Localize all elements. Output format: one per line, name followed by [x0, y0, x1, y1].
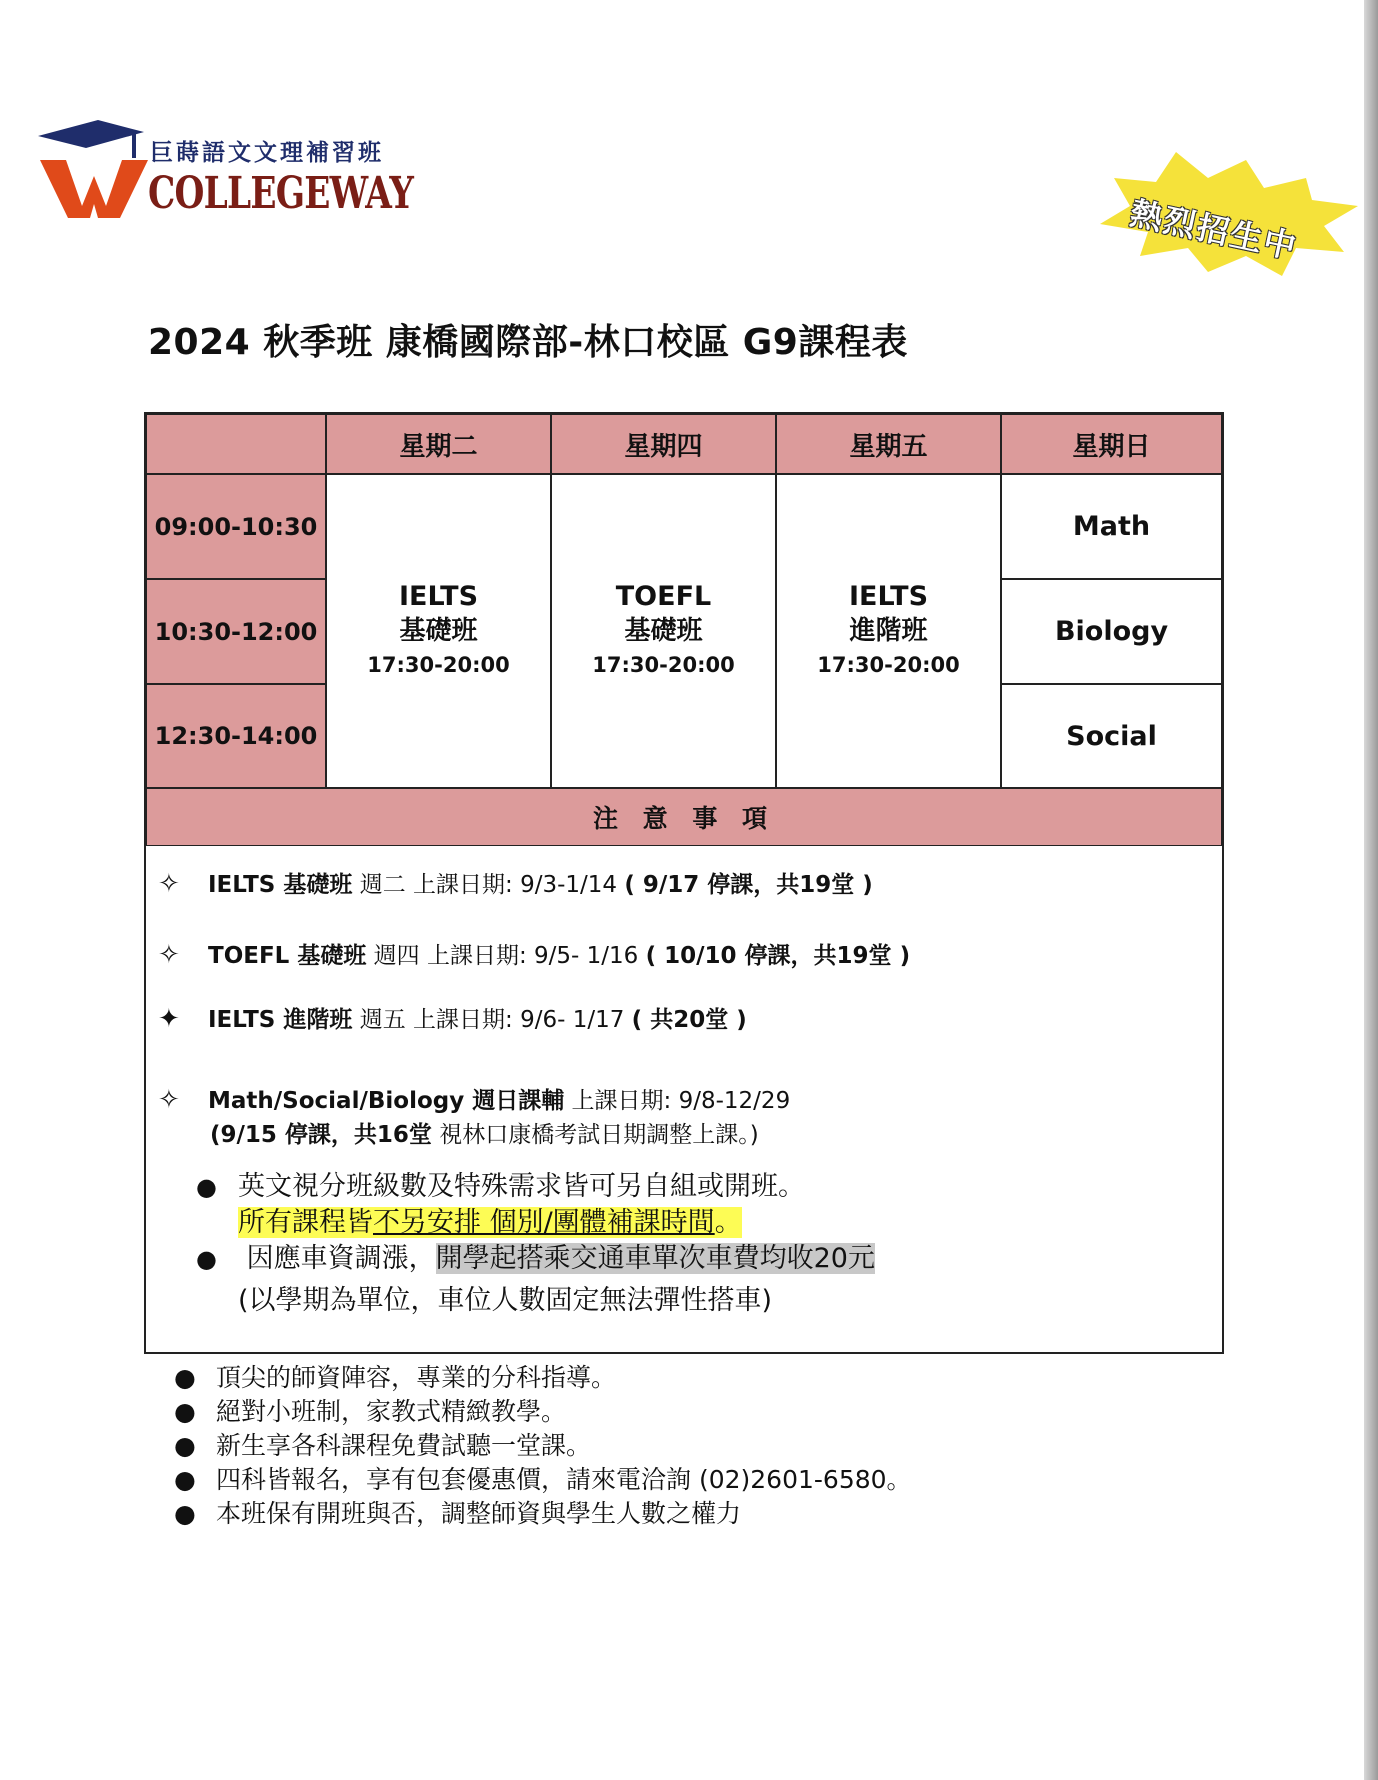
class-cell-tue	[326, 474, 551, 788]
extra-text: 頂尖的師資陣容，專業的分科指導。	[216, 1363, 617, 1392]
header-day-sun: 星期日	[1001, 414, 1222, 474]
note-item-3	[158, 1001, 747, 1034]
class-level: 進階班	[849, 616, 928, 646]
logo-subtitle: 巨蒔語文文理補習班	[150, 139, 384, 166]
bullet-dot-icon: ●	[196, 1245, 217, 1273]
extra-text: 新生享各科課程免費試聽一堂課。	[216, 1431, 592, 1460]
extra-item-2	[174, 1392, 566, 1428]
class-level: 基礎班	[624, 616, 703, 646]
collegeway-logo	[36, 118, 414, 228]
note-label: IELTS 進階班	[208, 1007, 353, 1033]
note-bold: ( 共20堂 )	[631, 1007, 747, 1033]
extra-text: 本班保有開班與否，調整師資與學生人數之權力	[216, 1499, 742, 1528]
header-corner-cell	[146, 414, 326, 474]
page-edge-shadow	[1364, 0, 1378, 1780]
notes-bullet-2-line2: (以學期為單位，車位人數固定無法彈性搭車)	[238, 1285, 773, 1316]
extra-item-3	[174, 1426, 591, 1462]
bullet-dot-icon: ●	[174, 1431, 196, 1460]
diamond-star-icon: ✧	[158, 940, 180, 970]
class-course: IELTS	[398, 581, 479, 612]
bullet-text: 。	[714, 1207, 742, 1238]
time-slot-2: 10:30-12:00	[146, 579, 326, 684]
bullet-text: 因應車資調漲，	[238, 1243, 436, 1274]
sunday-subject-social: Social	[1001, 684, 1222, 788]
page-title: 2024 秋季班 康橋國際部-林口校區 G9課程表	[148, 322, 908, 363]
recruiting-badge	[1096, 148, 1360, 280]
notes-bullet-1	[196, 1164, 805, 1203]
note-text: 週二 上課日期: 9/3-1/14	[352, 872, 625, 898]
header-day-thu: 星期四	[551, 414, 776, 474]
schedule-frame	[144, 412, 1224, 1354]
note-text: 上課日期: 9/8-12/29	[564, 1088, 791, 1114]
header-day-tue: 星期二	[326, 414, 551, 474]
sunday-subject-math: Math	[1001, 474, 1222, 579]
diamond-star-filled-icon: ✦	[158, 1004, 180, 1034]
extra-item-4	[174, 1460, 912, 1496]
bullet-dot-icon: ●	[174, 1499, 196, 1528]
note-item-2	[158, 937, 910, 970]
note-text: 週四 上課日期: 9/5- 1/16	[366, 943, 646, 969]
bullet-dot-icon: ●	[196, 1173, 217, 1201]
extra-item-1	[174, 1358, 616, 1394]
note-label: IELTS 基礎班	[208, 872, 353, 898]
note-bold: ( 10/10 停課，共19堂 )	[645, 943, 911, 969]
note-label: TOEFL 基礎班	[208, 943, 367, 969]
note-label: Math/Social/Biology 週日課輔	[208, 1088, 565, 1114]
bullet-dot-icon: ●	[174, 1363, 196, 1392]
note-text: 週五 上課日期: 9/6- 1/17	[352, 1007, 632, 1033]
note-bold: (9/15 停課，共16堂	[210, 1122, 432, 1148]
class-level: 基礎班	[399, 616, 478, 646]
badge-text: 熱烈招生中	[1126, 193, 1302, 267]
extra-item-5	[174, 1494, 741, 1530]
logo-name: COLLEGEWAY	[148, 168, 414, 219]
class-cell-thu	[551, 474, 776, 788]
bullet-text: 英文視分班級數及特殊需求皆可另自組或開班。	[238, 1171, 805, 1202]
bullet-text: 所有課程皆	[238, 1207, 373, 1238]
note-item-4-line2	[210, 1116, 759, 1149]
extra-text: 四科皆報名，享有包套優惠價，請來電洽詢 (02)2601-6580。	[216, 1465, 912, 1494]
class-course: TOEFL	[615, 581, 712, 612]
diamond-star-icon: ✧	[158, 1085, 180, 1115]
notes-heading: 注 意 事 項	[146, 788, 1222, 846]
note-item-4	[158, 1082, 790, 1115]
class-time: 17:30-20:00	[367, 653, 510, 677]
graduation-cap-w-icon	[36, 118, 156, 228]
class-cell-fri	[776, 474, 1001, 788]
bullet-dot-icon: ●	[174, 1465, 196, 1494]
time-slot-1: 09:00-10:30	[146, 474, 326, 579]
note-item-1	[158, 866, 873, 899]
diamond-star-icon: ✧	[158, 869, 180, 899]
notes-bullet-1-line2	[238, 1200, 742, 1239]
note-bold: ( 9/17 停課，共19堂 )	[624, 872, 873, 898]
bullet-underlined: 不另安排 個別/團體補課時間	[373, 1207, 715, 1238]
highlight-yellow	[238, 1207, 742, 1238]
header-day-fri: 星期五	[776, 414, 1001, 474]
extra-text: 絕對小班制，家教式精緻教學。	[216, 1397, 567, 1426]
class-course: IELTS	[848, 581, 929, 612]
highlight-gray: 開學起搭乘交通車單次車費均收20元	[435, 1243, 875, 1274]
class-time: 17:30-20:00	[592, 653, 735, 677]
bullet-dot-icon: ●	[174, 1397, 196, 1426]
notes-bullet-2	[196, 1236, 875, 1275]
note-text: 視林口康橋考試日期調整上課。)	[431, 1122, 759, 1148]
class-time: 17:30-20:00	[817, 653, 960, 677]
sunday-subject-biology: Biology	[1001, 579, 1222, 684]
time-slot-3: 12:30-14:00	[146, 684, 326, 788]
